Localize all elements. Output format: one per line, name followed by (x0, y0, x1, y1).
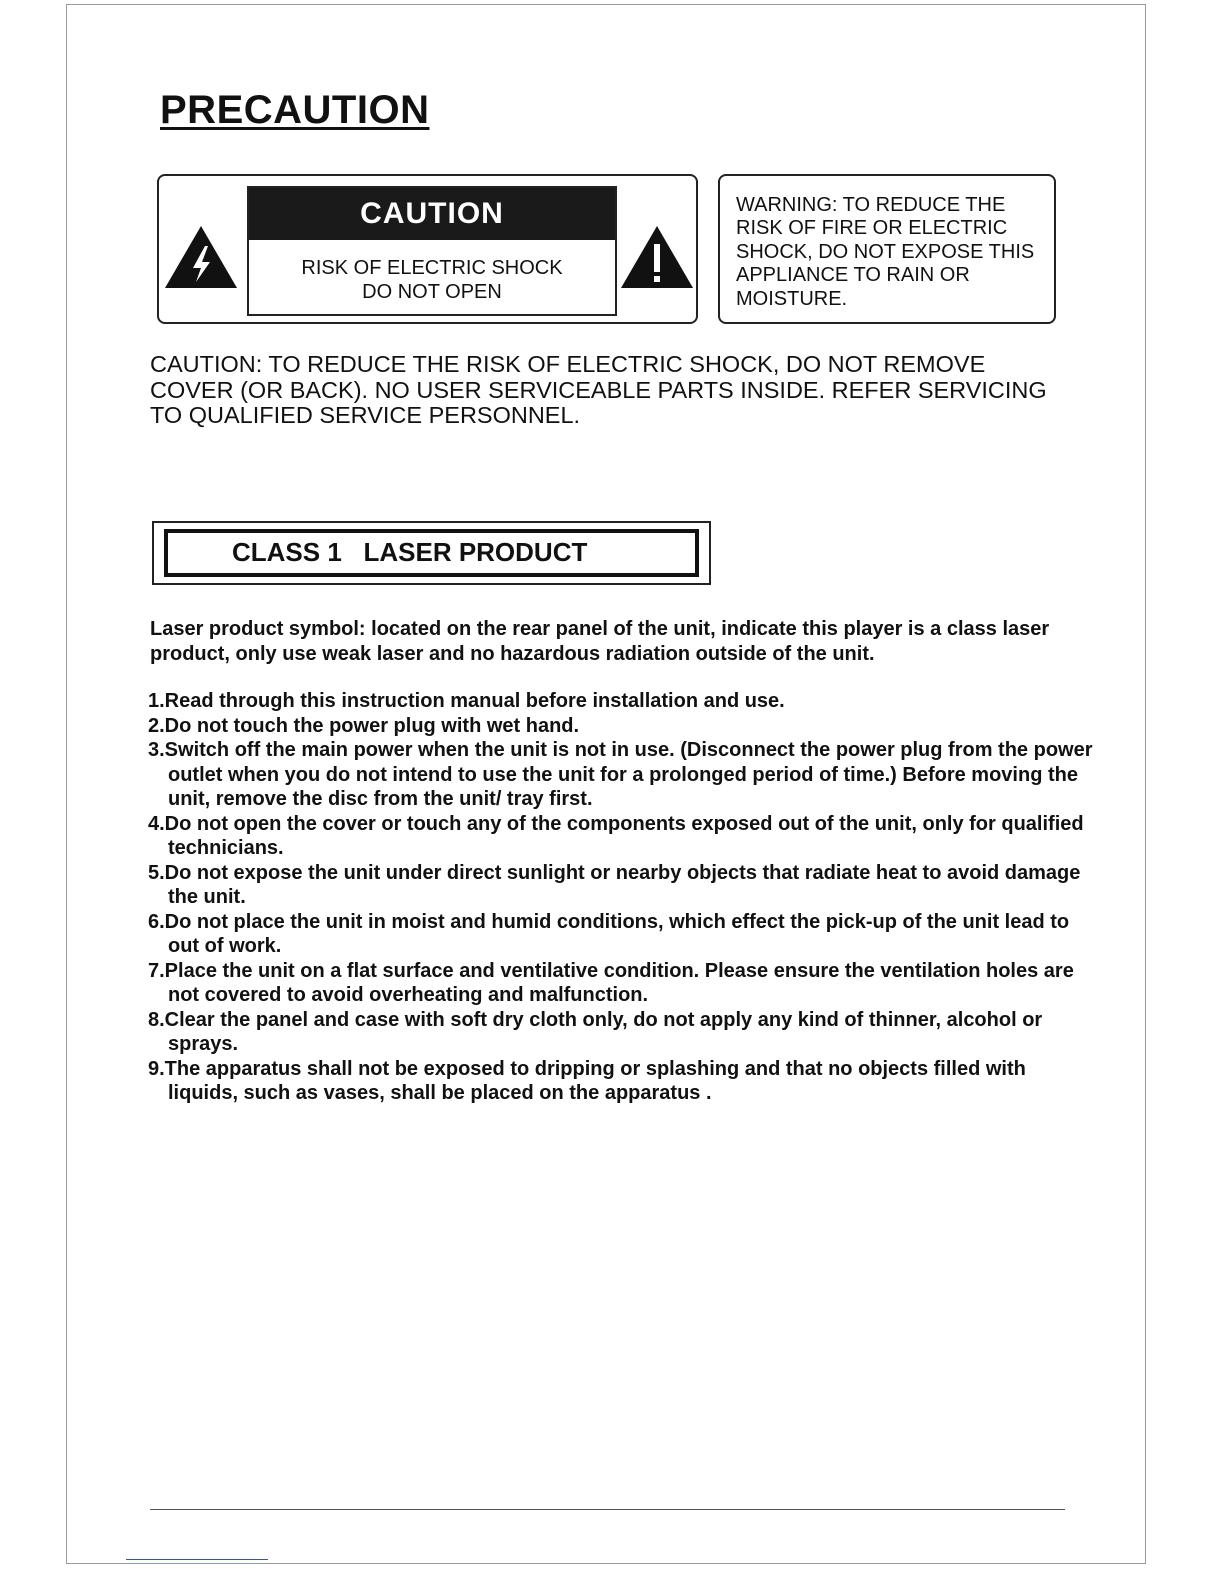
caution-label-panel (157, 174, 698, 324)
page-title: PRECAUTION (160, 88, 430, 132)
lightning-warning-icon (163, 224, 239, 290)
caution-statement: CAUTION: TO REDUCE THE RISK OF ELECTRIC SHOCK, DO NOT REMOVE COVER (OR BACK). NO USER SERVICEABLE PARTS INSIDE. REFER SERVICING TO QUALIFIED SERVICE PERSONNEL. (150, 351, 1047, 428)
footer-divider (126, 1559, 268, 1560)
exclamation-warning-icon (619, 224, 695, 290)
list-item: 3.Switch off the main power when the unit is not in use. (Disconnect the power plug from the power outlet when you do not intend to use the unit for a prolonged period of time.) Before moving the unit, remove the disc from the unit/ tray first. (148, 739, 1093, 810)
list-item: 5.Do not expose the unit under direct sunlight or nearby objects that radiate heat to avoid damage the unit. (148, 861, 1081, 908)
caution-heading: CAUTION (249, 188, 615, 240)
laser-product-label (152, 521, 711, 585)
list-item: 9.The apparatus shall not be exposed to dripping or splashing and that no objects filled with liquids, such as vases, shall be placed on the apparatus . (148, 1057, 1026, 1104)
caution-label (247, 186, 617, 316)
instruction-list (148, 689, 1093, 1106)
list-item: 4.Do not open the cover or touch any of the components exposed out of the unit, only for qualified technicians. (148, 812, 1084, 859)
list-item: 7.Place the unit on a flat surface and ventilative condition. Please ensure the ventilation holes are not covered to avoid overheating and malfunction. (148, 959, 1074, 1006)
caution-line-2: DO NOT OPEN (362, 281, 502, 303)
list-item: 6.Do not place the unit in moist and humid conditions, which effect the pick-up of the unit lead to out of work. (148, 910, 1070, 957)
warning-box: WARNING: TO REDUCE THE RISK OF FIRE OR ELECTRIC SHOCK, DO NOT EXPOSE THIS APPLIANCE TO RAIN OR MOISTURE. (718, 174, 1056, 324)
list-item: 8.Clear the panel and case with soft dry cloth only, do not apply any kind of thinner, alcohol or sprays. (148, 1008, 1043, 1055)
list-item: 2.Do not touch the power plug with wet hand. (148, 714, 580, 737)
caution-line-1: RISK OF ELECTRIC SHOCK (301, 257, 563, 279)
laser-description: Laser product symbol: located on the rear panel of the unit, indicate this player is a class laser product, only use weak laser and no hazardous radiation outside of the unit. (150, 618, 1050, 665)
laser-label-text: CLASS 1 LASER PRODUCT (164, 529, 699, 577)
caution-subtext (249, 240, 615, 304)
list-item: 1.Read through this instruction manual before installation and use. (148, 690, 785, 712)
bottom-divider (150, 1509, 1065, 1510)
